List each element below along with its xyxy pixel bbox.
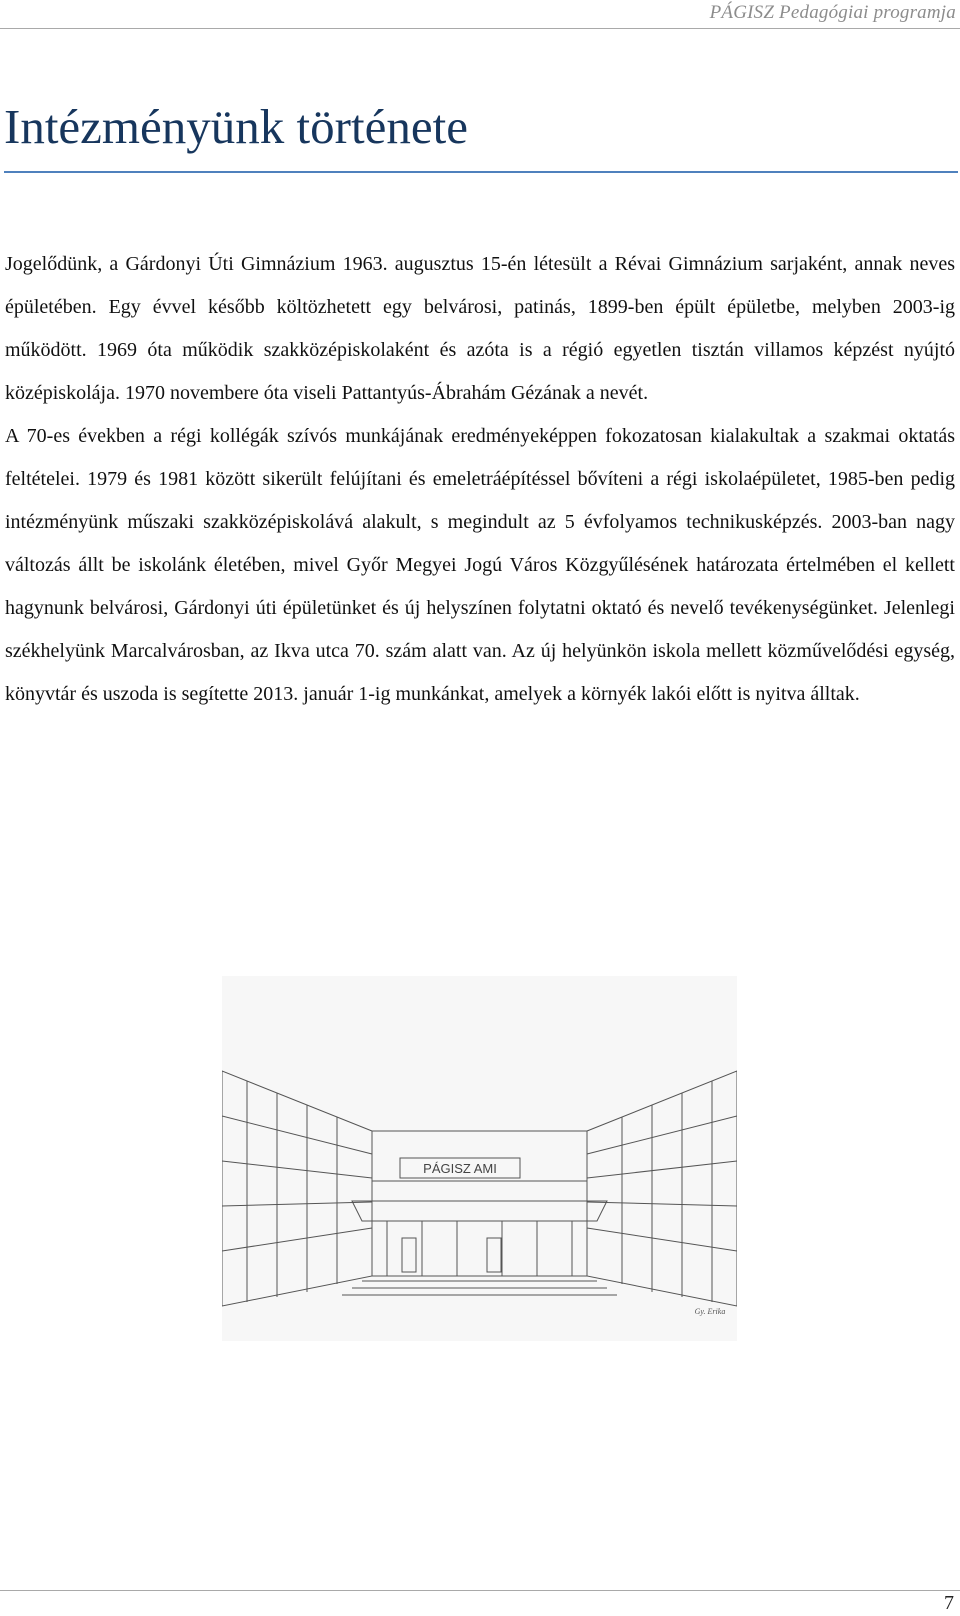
building-sign-text: PÁGISZ AMI — [423, 1161, 497, 1176]
header-divider — [0, 28, 960, 29]
artist-signature: Gy. Erika — [694, 1307, 726, 1316]
title-underline — [4, 171, 958, 173]
footer-divider — [0, 1590, 960, 1591]
page-number: 7 — [944, 1592, 954, 1614]
paragraph-history-2: A 70-es években a régi kollégák szívós munkájának eredményeképpen fokozatosan kialakultak a szakmai oktatás feltételei. 1979 és 1981 között sikerült felújítani és emeletráépítéssel bővíteni a régi iskolaépületet, 1985-ben pedig intézményünk műszaki szakközépiskolává alakult, s megindult az 5 évfolyamos technikusképzés. 2003-ban nagy változás állt be iskolánk életében, mivel Győr Megyei Jogú Város Közgyűlésének határozata értelmében el kellett hagynunk belvárosi, Gárdonyi úti épületünket és új helyszínen folytatni oktató és nevelő tevékenységünket. Jelenlegi székhelyünk Marcalvárosban, az Ikva utca 70. szám alatt van. Az új helyünkön iskola mellett közművelődési egység, könyvtár és uszoda is segítette 2013. január 1-ig munkánkat, amelyek a környék lakói előtt is nyitva álltak. — [5, 425, 955, 705]
building-drawing — [222, 976, 737, 1341]
body-text — [5, 243, 955, 716]
paragraph-history-1: Jogelődünk, a Gárdonyi Úti Gimnázium 1963. augusztus 15-én létesült a Révai Gimnázium sarjaként, annak neves épületében. Egy évvel később költözhetett egy belvárosi, patinás, 1899-ben épült épületbe, melyben 2003-ig működött. 1969 óta működik szakközépiskolaként és azóta is a régió egyetlen tisztán villamos képzést nyújtó középiskolája. 1970 novembere óta viseli Pattantyús-Ábrahám Gézának a nevét. — [5, 253, 955, 404]
running-header: PÁGISZ Pedagógiai programja — [709, 2, 956, 23]
school-building-sketch — [222, 976, 737, 1341]
chapter-title: Intézményünk története — [4, 99, 468, 154]
